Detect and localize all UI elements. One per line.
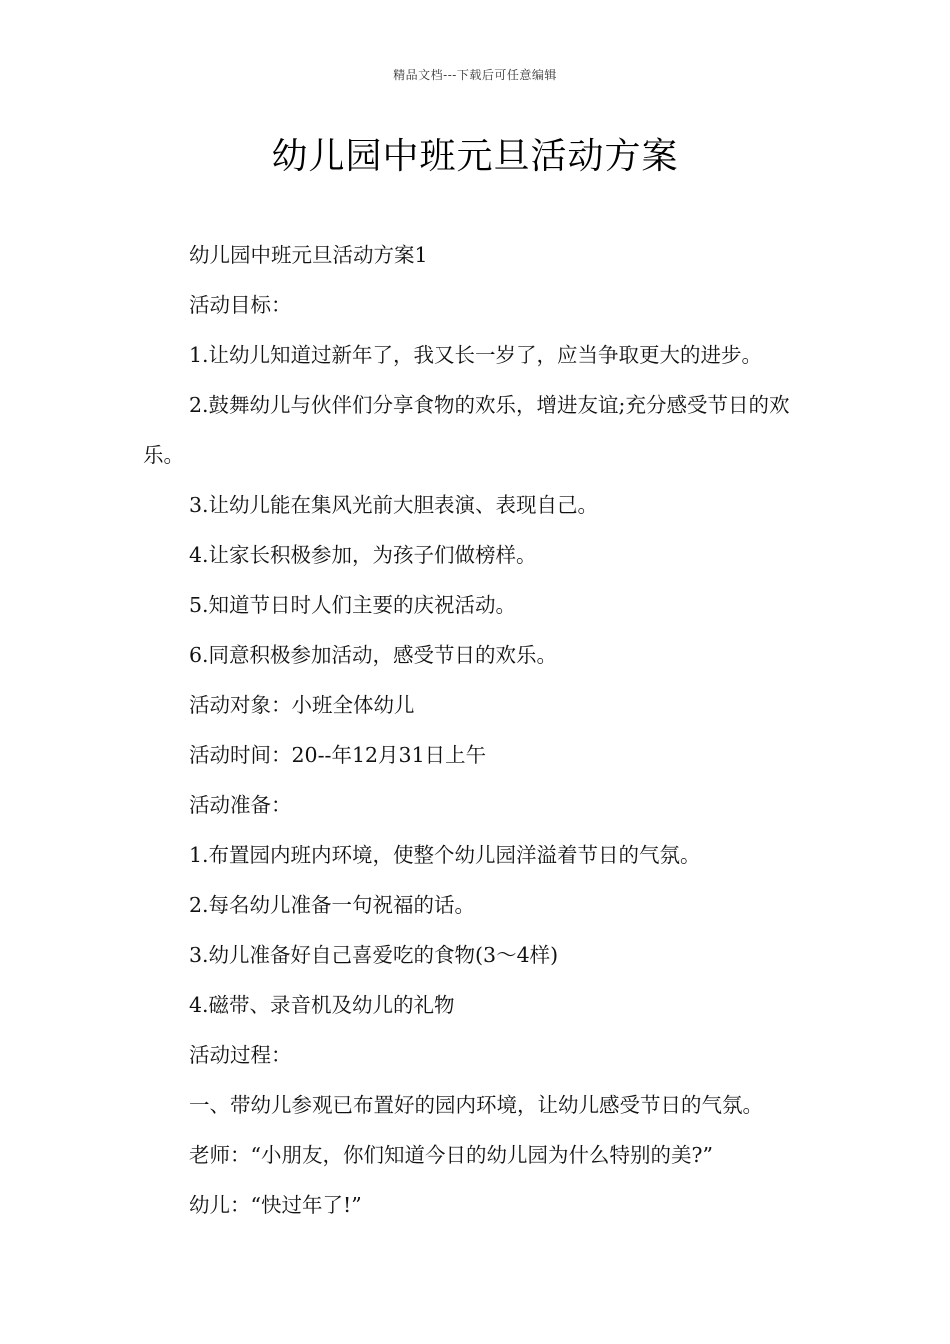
paragraph-audience: 活动对象：小班全体幼儿	[189, 693, 415, 717]
paragraph-goals-heading: 活动目标：	[189, 293, 292, 317]
paragraph-process-heading: 活动过程：	[189, 1043, 292, 1067]
paragraph-child-line: 幼儿：“快过年了!”	[189, 1193, 362, 1217]
paragraph-goal-3: 3.让幼儿能在集风光前大胆表演、表现自己。	[189, 493, 599, 517]
header-note: 精品文档---下载后可任意编辑	[393, 68, 557, 82]
paragraph-process-step-1: 一、带幼儿参观已布置好的园内环境，让幼儿感受节日的气氛。	[189, 1093, 763, 1117]
paragraph-prep-2: 2.每名幼儿准备一句祝福的话。	[189, 893, 476, 917]
paragraph-goal-1: 1.让幼儿知道过新年了，我又长一岁了，应当争取更大的进步。	[189, 343, 763, 367]
paragraph-prep-1: 1.布置园内班内环境，使整个幼儿园洋溢着节日的气氛。	[189, 843, 701, 867]
document-title: 幼儿园中班元旦活动方案	[271, 136, 679, 177]
paragraph-prep-4: 4.磁带、录音机及幼儿的礼物	[189, 993, 455, 1017]
paragraph-goal-4: 4.让家长积极参加，为孩子们做榜样。	[189, 543, 537, 567]
paragraph-prep-3: 3.幼儿准备好自己喜爱吃的食物(3～4样)	[189, 943, 559, 967]
paragraph-goal-6: 6.同意积极参加活动，感受节日的欢乐。	[189, 643, 558, 667]
paragraph-section-heading: 幼儿园中班元旦活动方案1	[189, 243, 428, 267]
paragraph-time: 活动时间：20--年12月31日上午	[189, 743, 487, 767]
paragraph-teacher-line: 老师：“小朋友，你们知道今日的幼儿园为什么特别的美?”	[189, 1143, 713, 1167]
paragraph-goal-5: 5.知道节日时人们主要的庆祝活动。	[189, 593, 517, 617]
paragraph-prep-heading: 活动准备：	[189, 793, 292, 817]
document-body	[143, 230, 813, 1230]
paragraph-goal-2: 2.鼓舞幼儿与伙伴们分享食物的欢乐，增进友谊;充分感受节日的欢乐。	[143, 393, 790, 467]
